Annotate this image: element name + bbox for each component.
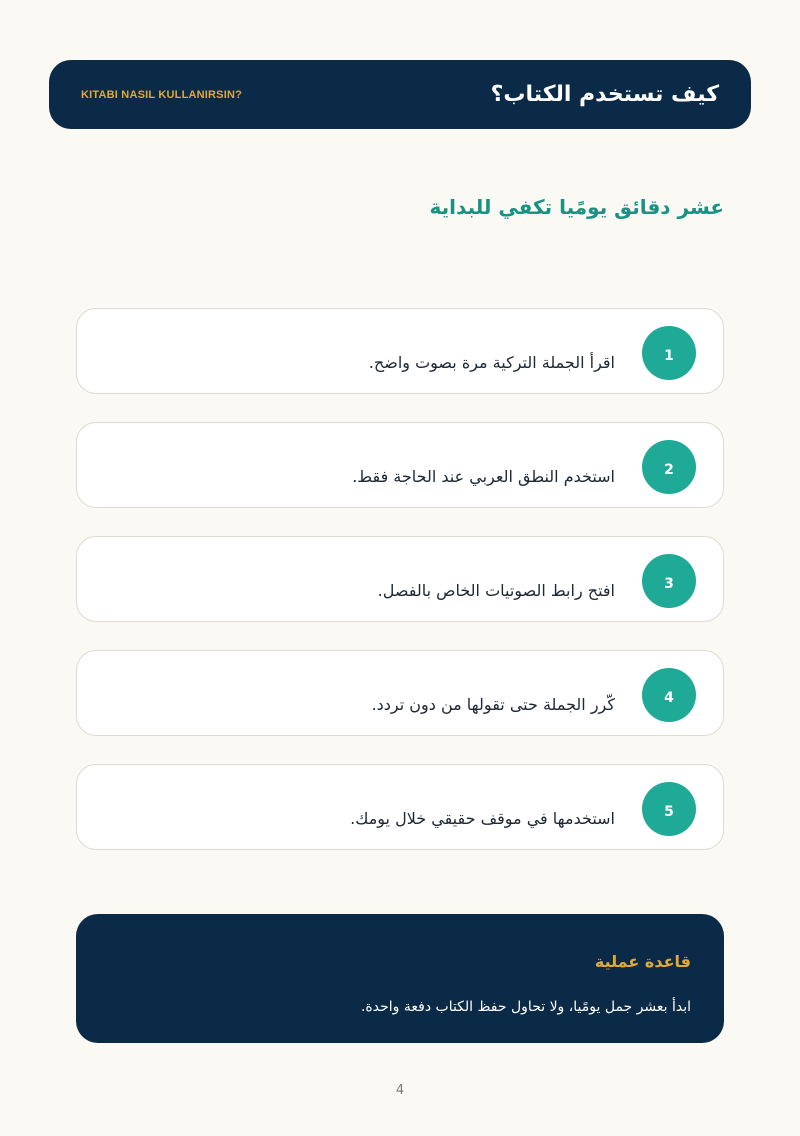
step-card — [76, 308, 724, 394]
step-text: كّرر الجملة حتى تقولها من دون تردد. — [371, 695, 615, 714]
step-number-badge: 5 — [642, 782, 696, 836]
step-card — [76, 764, 724, 850]
tip-box — [76, 914, 724, 1043]
step-text: اقرأ الجملة التركية مرة بصوت واضح. — [368, 353, 615, 372]
step-text: افتح رابط الصوتيات الخاص بالفصل. — [377, 581, 615, 600]
step-card — [76, 536, 724, 622]
step-text: استخدم النطق العربي عند الحاجة فقط. — [352, 467, 615, 486]
step-text: استخدمها في موقف حقيقي خلال يومك. — [350, 809, 615, 828]
step-number-badge: 4 — [642, 668, 696, 722]
step-card — [76, 650, 724, 736]
header-banner — [49, 60, 751, 129]
section-heading: عشر دقائق يومًيا تكفي للبداية — [429, 195, 724, 219]
tip-title: قاعدة عملية — [594, 952, 691, 971]
page-number: 4 — [395, 1083, 405, 1098]
steps-list — [76, 308, 724, 878]
step-number-badge: 1 — [642, 326, 696, 380]
header-subtitle: KITABI NASIL KULLANIRSIN? — [81, 88, 243, 101]
step-card — [76, 422, 724, 508]
tip-text: ابدأ بعشر جمل يومًيا، ولا تحاول حفظ الكتاب دفعة واحدة. — [360, 999, 691, 1015]
page-title: كيف تستخدم الكتاب؟ — [490, 82, 719, 107]
step-number-badge: 2 — [642, 440, 696, 494]
step-number-badge: 3 — [642, 554, 696, 608]
